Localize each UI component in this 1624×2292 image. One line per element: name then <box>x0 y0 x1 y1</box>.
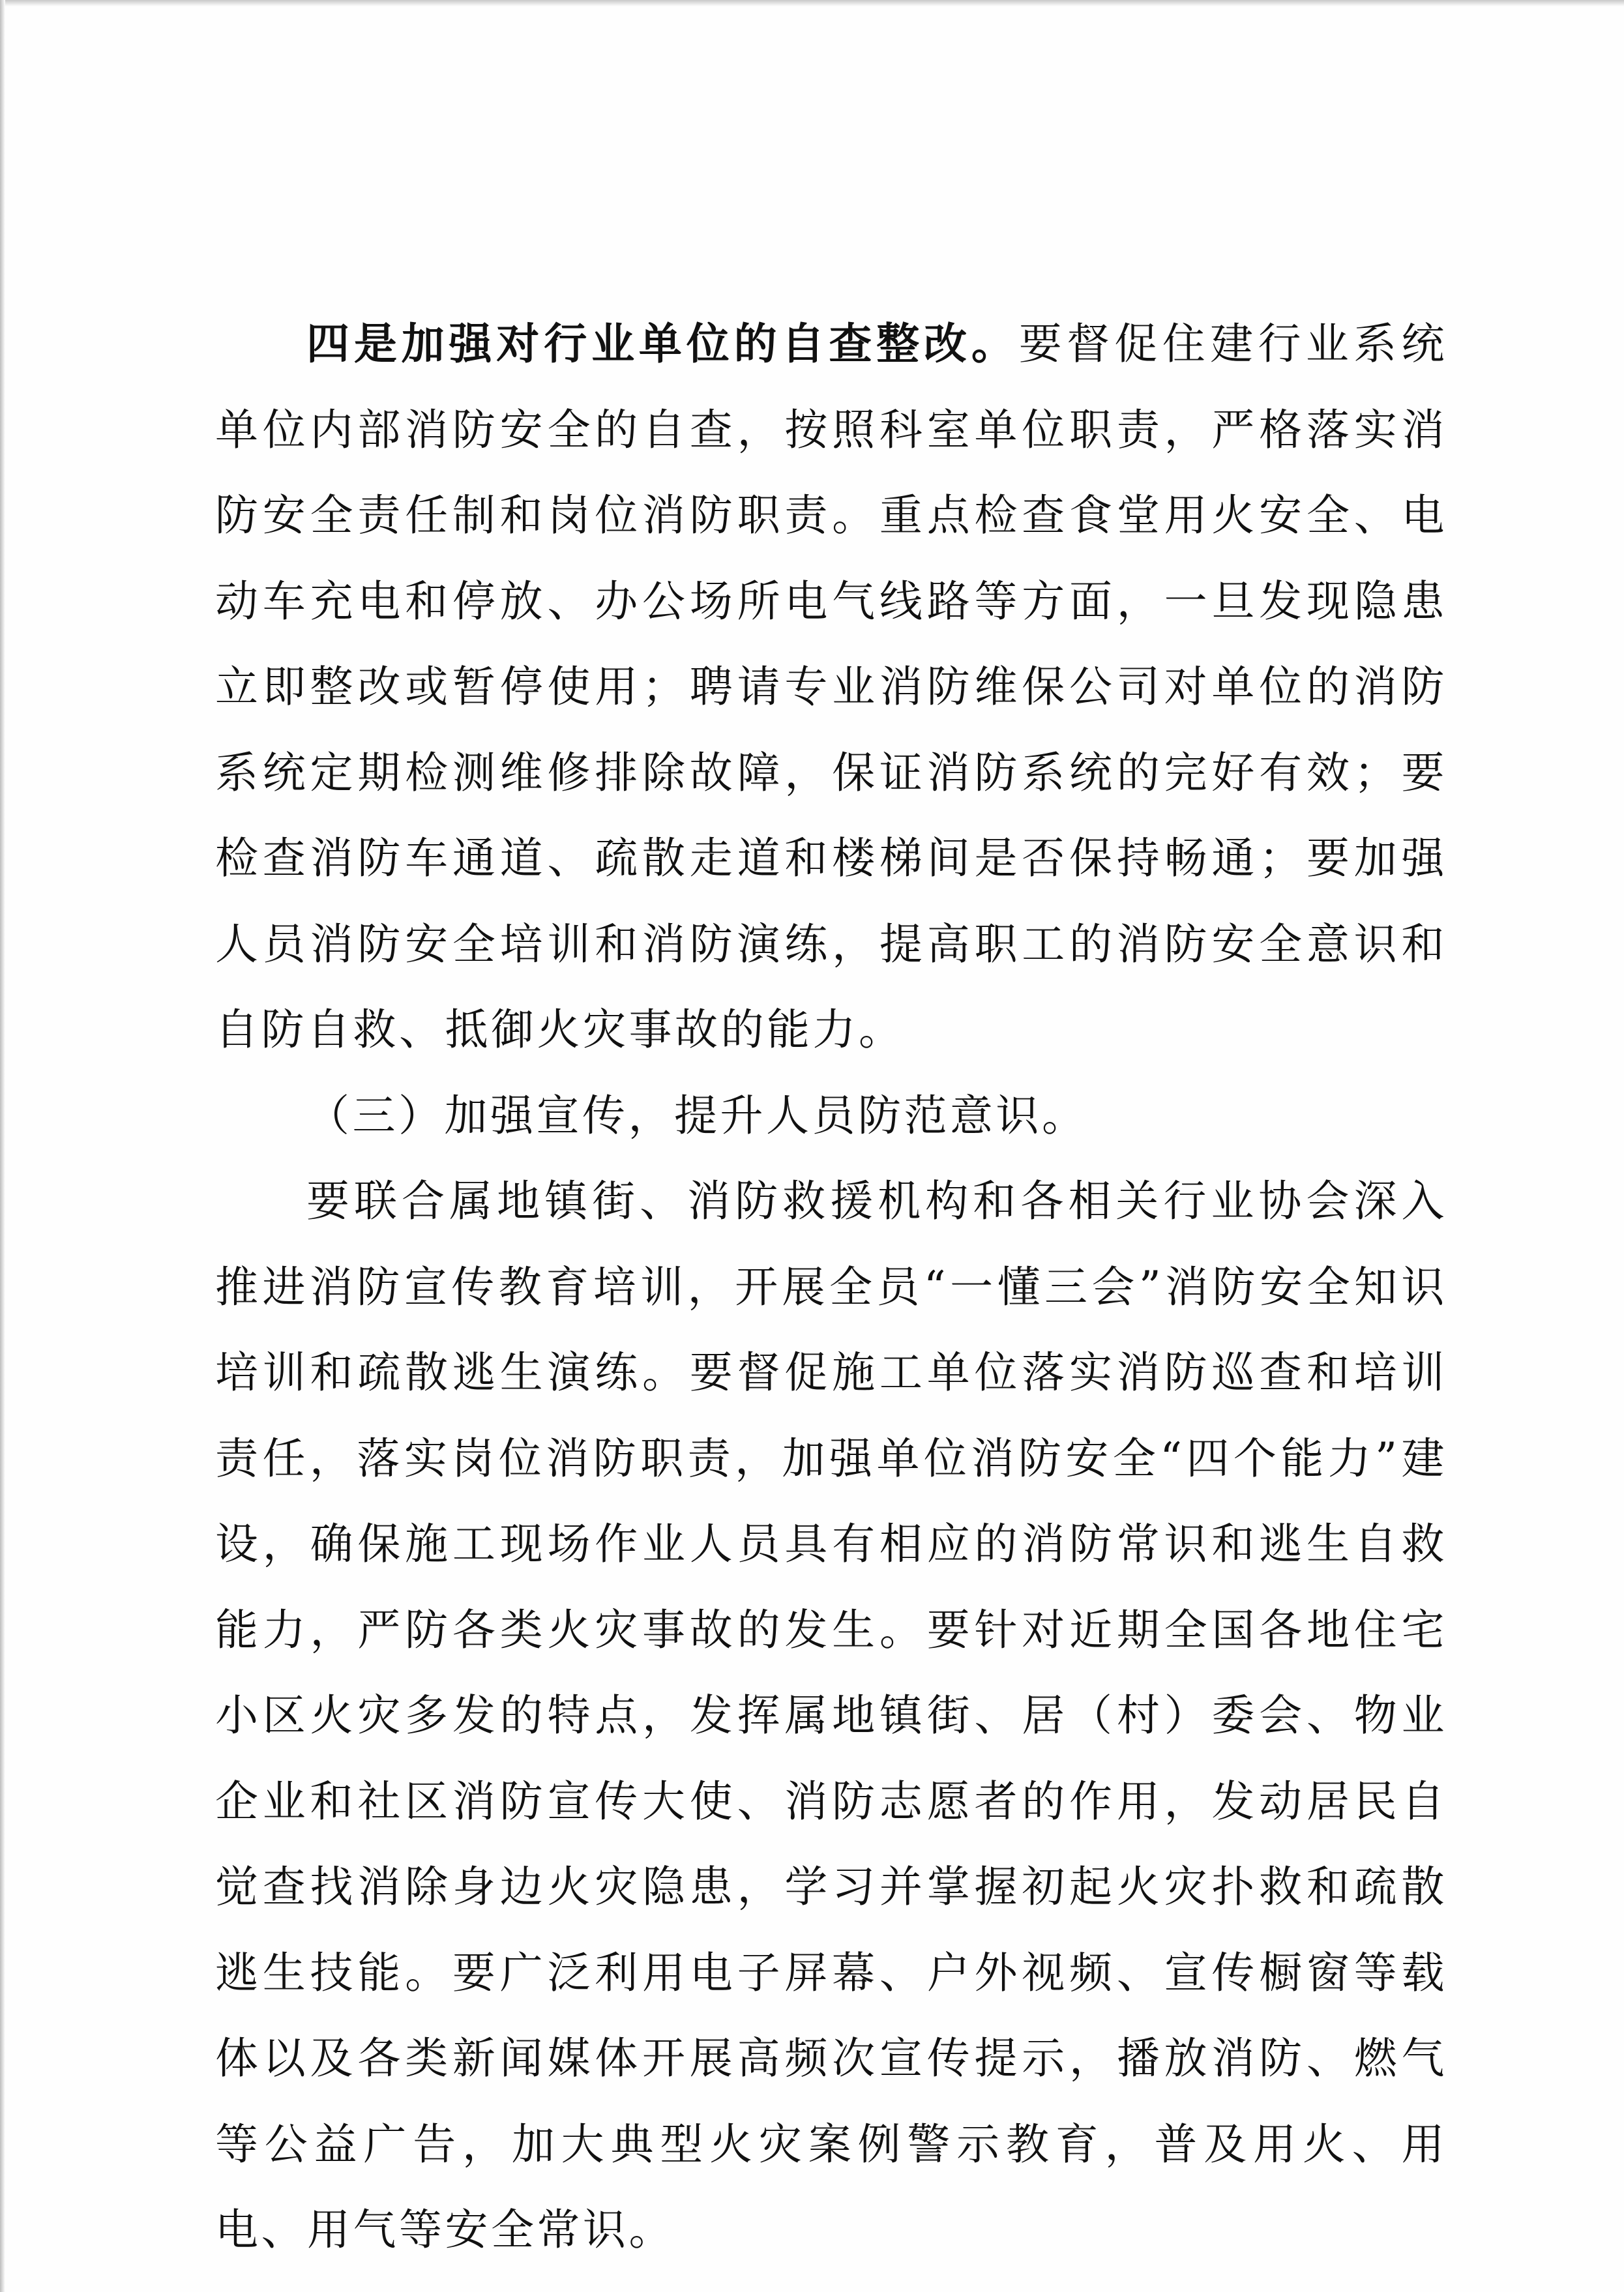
scan-edge-left <box>0 0 5 2292</box>
paragraph-self-inspection <box>215 301 1447 1073</box>
document-body <box>215 301 1447 2273</box>
paragraph-text: 要督促住建行业系统单位内部消防安全的自查，按照科室单位职责，严格落实消防安全责任制和岗位消防职责。重点检查食堂用火安全、电动车充电和停放、办公场所电气线路等方面，一旦发现隐患立即整改或暂停使用；聘请专业消防维保公司对单位的消防系统定期检测维修排除故障，保证消防系统的完好有效；要检查消防车通道、疏散走道和楼梯间是否保持畅通；要加强人员消防安全培训和消防演练，提高职工的消防安全意识和自防自救、抵御火灾事故的能力。 <box>215 319 1448 1055</box>
paragraph-publicity: 要联合属地镇街、消防救援机构和各相关行业协会深入推进消防宣传教育培训，开展全员“一懂三会”消防安全知识培训和疏散逃生演练。要督促施工单位落实消防巡查和培训责任，落实岗位消防职责，加强单位消防安全“四个能力”建设，确保施工现场作业人员具有相应的消防常识和逃生自救能力，严防各类火灾事故的发生。要针对近期全国各地住宅小区火灾多发的特点，发挥属地镇街、居（村）委会、物业企业和社区消防宣传大使、消防志愿者的作用，发动居民自觉查找消除身边火灾隐患，学习并掌握初起火灾扑救和疏散逃生技能。要广泛利用电子屏幕、户外视频、宣传橱窗等载体以及各类新闻媒体开展高频次宣传提示，播放消防、燃气等公益广告，加大典型火灾案例警示教育，普及用火、用电、用气等安全常识。 <box>215 1176 1447 2255</box>
scan-edge-top <box>0 0 1624 7</box>
section-heading: （三）加强宣传，提升人员防范意识。 <box>306 1090 1088 1141</box>
paragraph-lead: 四是加强对行业单位的自查整改。 <box>306 318 1019 369</box>
